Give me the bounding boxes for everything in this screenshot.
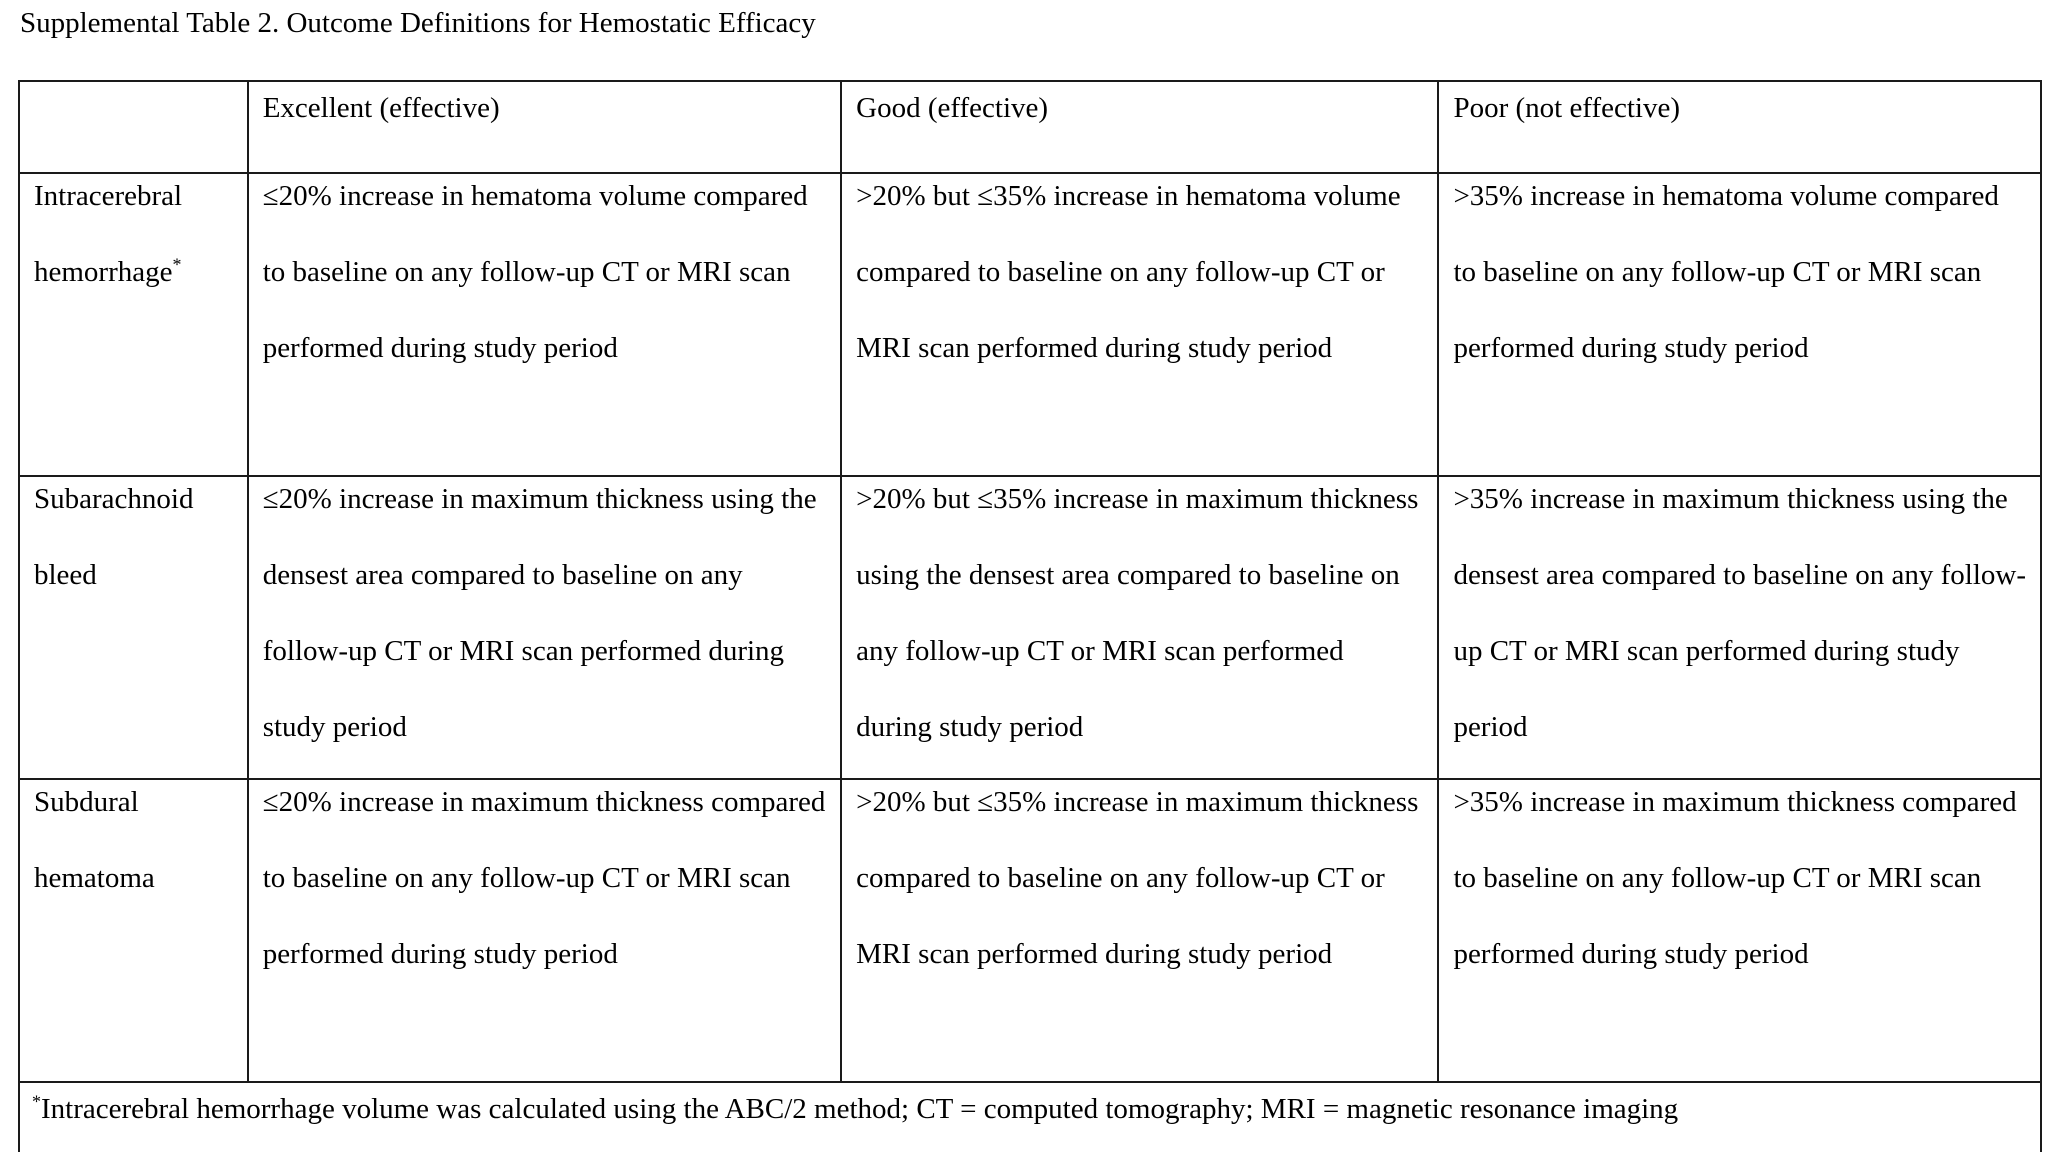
row-label-cell xyxy=(19,476,248,779)
table-row-subarachnoid-bleed xyxy=(19,476,2041,779)
definition-cell-good: >20% but ≤35% increase in maximum thickness using the densest area compared to baseline on any follow-up CT or MRI scan performed during study period xyxy=(841,476,1438,779)
definition-cell-good: >20% but ≤35% increase in maximum thickness compared to baseline on any follow-up CT or MRI scan performed during study period xyxy=(841,779,1438,1082)
page-title: Supplemental Table 2. Outcome Definitions for Hemostatic Efficacy xyxy=(20,7,816,39)
row-label: Intracerebral hemorrhage* xyxy=(34,180,183,288)
row-label-cell xyxy=(19,173,248,476)
footnote-marker: * xyxy=(32,1091,41,1112)
definition-cell-poor: >35% increase in hematoma volume compared to baseline on any follow-up CT or MRI scan performed during study period xyxy=(1438,173,2041,476)
footnote-cell xyxy=(19,1082,2041,1152)
definition-cell-excellent: ≤20% increase in maximum thickness using the densest area compared to baseline on any follow-up CT or MRI scan performed during study period xyxy=(248,476,841,779)
column-header-poor: Poor (not effective) xyxy=(1438,81,2041,173)
definition-cell-excellent: ≤20% increase in hematoma volume compared to baseline on any follow-up CT or MRI scan performed during study period xyxy=(248,173,841,476)
definition-cell-poor: >35% increase in maximum thickness compared to baseline on any follow-up CT or MRI scan performed during study period xyxy=(1438,779,2041,1082)
outcomes-table xyxy=(18,80,2042,1152)
definition-cell-good: >20% but ≤35% increase in hematoma volume compared to baseline on any follow-up CT or MRI scan performed during study period xyxy=(841,173,1438,476)
row-label: Subarachnoid bleed xyxy=(34,483,194,591)
definition-cell-poor: >35% increase in maximum thickness using the densest area compared to baseline on any follow-up CT or MRI scan performed during study period xyxy=(1438,476,2041,779)
footnote-marker: * xyxy=(172,254,182,275)
table-row-intracerebral-hemorrhage xyxy=(19,173,2041,476)
footnote-row xyxy=(19,1082,2041,1152)
column-header-good: Good (effective) xyxy=(841,81,1438,173)
table-row-subdural-hematoma xyxy=(19,779,2041,1082)
definition-cell-excellent: ≤20% increase in maximum thickness compared to baseline on any follow-up CT or MRI scan performed during study period xyxy=(248,779,841,1082)
row-label-cell xyxy=(19,779,248,1082)
column-header-excellent: Excellent (effective) xyxy=(248,81,841,173)
row-label: Subdural hematoma xyxy=(34,786,155,894)
outcomes-table-container xyxy=(18,80,2042,1148)
footnote-text: Intracerebral hemorrhage volume was calculated using the ABC/2 method; CT = computed tomography; MRI = magnetic resonance imaging xyxy=(40,1093,1679,1125)
